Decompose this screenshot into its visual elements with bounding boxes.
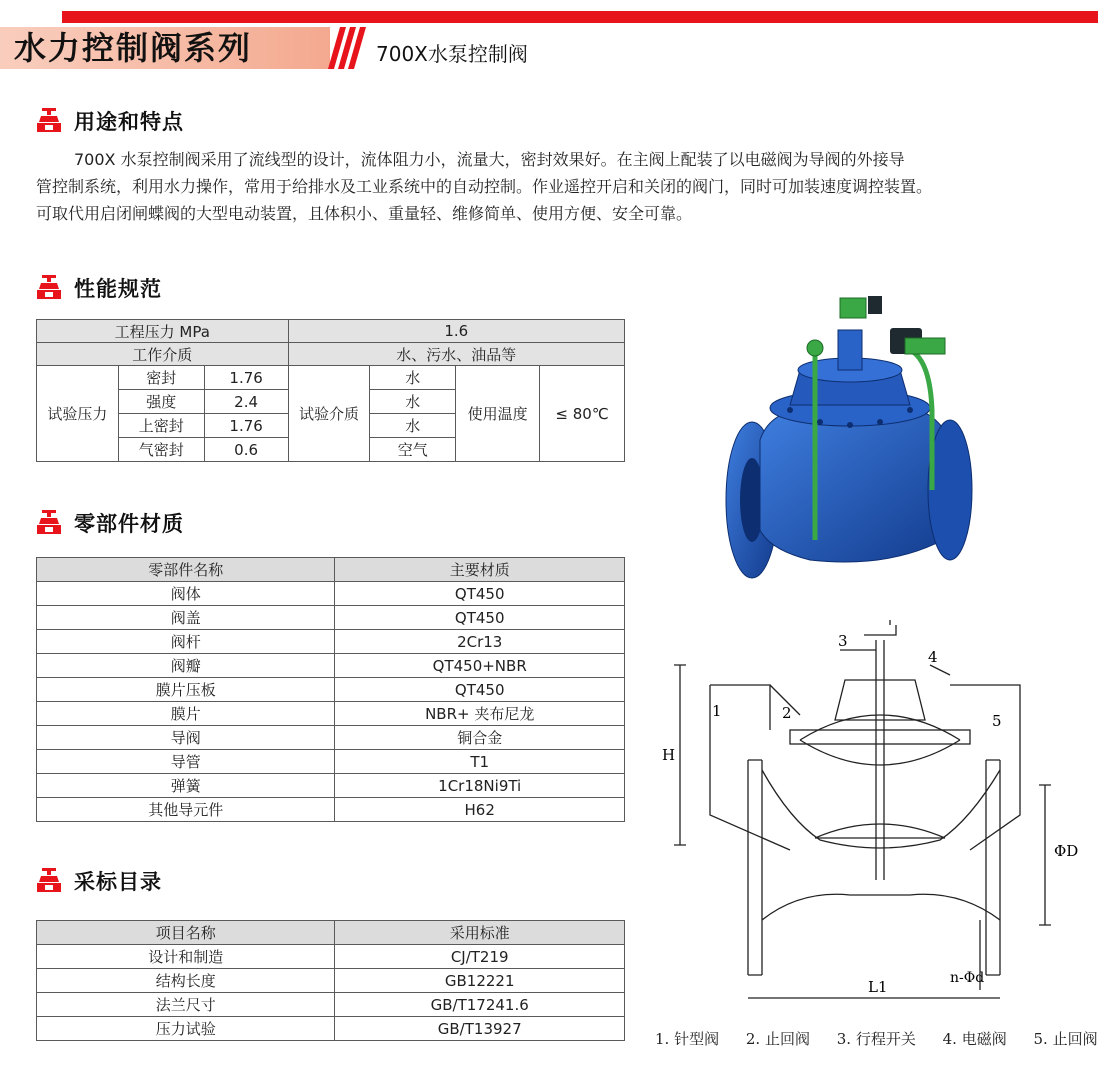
spec-test-medium-label: 试验介质 <box>288 366 370 462</box>
table-row <box>37 630 625 654</box>
table-row <box>37 678 625 702</box>
table-cell: 阀瓣 <box>37 654 335 678</box>
section-materials-heading <box>36 510 184 536</box>
spec-temp-value: ≤ 80℃ <box>540 366 625 462</box>
table-row <box>37 1017 625 1041</box>
header-accent-bar <box>62 11 1098 23</box>
legend-item: 4. 电磁阀 <box>942 1030 1007 1048</box>
table-row <box>37 366 625 390</box>
table-cell: QT450 <box>335 678 625 702</box>
valve-icon <box>36 108 62 134</box>
legend-item: 3. 行程开关 <box>836 1030 916 1048</box>
table-cell: 水 <box>370 414 456 438</box>
table-cell: GB/T13927 <box>335 1017 625 1041</box>
table-cell: NBR+ 夹布尼龙 <box>335 702 625 726</box>
table-cell: 强度 <box>118 390 204 414</box>
table-cell: 设计和制造 <box>37 945 335 969</box>
intro-line: 700X 水泵控制阀采用了流线型的设计，流体阻力小，流量大，密封效果好。在主阀上配装了以电磁阀为导阀的外接导 <box>74 150 905 169</box>
table-header-row <box>37 921 625 945</box>
spec-test-pressure-label: 试验压力 <box>37 366 119 462</box>
table-row <box>37 774 625 798</box>
table-header-cell: 零部件名称 <box>37 558 335 582</box>
legend-item: 5. 止回阀 <box>1033 1030 1098 1048</box>
valve-icon <box>36 510 62 536</box>
section-spec-heading <box>36 275 162 301</box>
table-cell: 膜片 <box>37 702 335 726</box>
intro-line: 管控制系统，利用水力操作，常用于给排水及工业系统中的自动控制。作业遥控开启和关闭的阀门，同时可加装速度调控装置。 <box>36 177 933 196</box>
drawing-legend <box>655 1028 1098 1049</box>
table-cell: 2.4 <box>204 390 288 414</box>
table-cell: 水 <box>370 366 456 390</box>
table-cell: 阀体 <box>37 582 335 606</box>
table-row <box>37 945 625 969</box>
table-cell: 膜片压板 <box>37 678 335 702</box>
table-row <box>37 654 625 678</box>
callout-2: 2 <box>782 704 792 722</box>
valve-icon <box>36 275 62 301</box>
table-cell: 1Cr18Ni9Ti <box>335 774 625 798</box>
section-usage-heading <box>36 108 184 134</box>
table-header-cell: 主要材质 <box>335 558 625 582</box>
table-cell: 其他导元件 <box>37 798 335 822</box>
legend-item: 1. 针型阀 <box>655 1030 720 1048</box>
valve-section-drawing <box>650 620 1090 1010</box>
product-title: 700X水泵控制阀 <box>376 42 528 66</box>
callout-5: 5 <box>992 712 1002 730</box>
dimension-l1: L1 <box>868 978 888 996</box>
table-header-cell: 项目名称 <box>37 921 335 945</box>
table-cell: 结构长度 <box>37 969 335 993</box>
table-cell: 导阀 <box>37 726 335 750</box>
table-cell: T1 <box>335 750 625 774</box>
table-cell: 空气 <box>370 438 456 462</box>
dimension-d: ΦD <box>1054 842 1079 860</box>
table-row <box>37 320 625 343</box>
legend-item: 2. 止回阀 <box>745 1030 810 1048</box>
table-cell: QT450 <box>335 582 625 606</box>
table-cell: GB12221 <box>335 969 625 993</box>
materials-table <box>36 557 625 822</box>
table-cell: 阀盖 <box>37 606 335 630</box>
callout-3: 3 <box>838 632 848 650</box>
table-cell: GB/T17241.6 <box>335 993 625 1017</box>
valve-icon <box>36 868 62 894</box>
table-cell: 弹簧 <box>37 774 335 798</box>
table-cell: 压力试验 <box>37 1017 335 1041</box>
spec-medium-value: 水、污水、油品等 <box>288 343 624 366</box>
table-row <box>37 702 625 726</box>
spec-temp-label: 使用温度 <box>456 366 540 462</box>
table-cell: 1.76 <box>204 414 288 438</box>
spec-table <box>36 319 625 462</box>
spec-medium-label: 工作介质 <box>37 343 289 366</box>
table-cell: CJ/T219 <box>335 945 625 969</box>
section-usage-title: 用途和特点 <box>74 110 184 134</box>
callout-1: 1 <box>712 702 722 720</box>
callout-4: 4 <box>928 648 938 666</box>
table-row <box>37 726 625 750</box>
table-row <box>37 582 625 606</box>
spec-pressure-value: 1.6 <box>288 320 624 343</box>
table-row <box>37 798 625 822</box>
table-header-row <box>37 558 625 582</box>
section-spec-title: 性能规范 <box>74 277 162 301</box>
table-cell: 2Cr13 <box>335 630 625 654</box>
dimension-h: H <box>662 746 676 764</box>
table-row <box>37 606 625 630</box>
section-materials-title: 零部件材质 <box>74 512 184 536</box>
table-cell: QT450+NBR <box>335 654 625 678</box>
table-cell: QT450 <box>335 606 625 630</box>
table-cell: 1.76 <box>204 366 288 390</box>
table-cell: 上密封 <box>118 414 204 438</box>
table-row <box>37 993 625 1017</box>
table-cell: 水 <box>370 390 456 414</box>
table-row <box>37 343 625 366</box>
intro-paragraph <box>36 146 1066 227</box>
table-row <box>37 969 625 993</box>
spec-pressure-label: 工程压力 MPa <box>37 320 289 343</box>
section-standards-title: 采标目录 <box>74 870 162 894</box>
table-row <box>37 750 625 774</box>
standards-table <box>36 920 625 1041</box>
table-header-cell: 采用标准 <box>335 921 625 945</box>
intro-line: 可取代用启闭闸蝶阀的大型电动装置，且体积小、重量轻、维修简单、使用方便、安全可靠。 <box>36 204 693 223</box>
valve-product-photo <box>700 290 990 590</box>
table-cell: 导管 <box>37 750 335 774</box>
table-cell: 法兰尺寸 <box>37 993 335 1017</box>
series-title: 水力控制阀系列 <box>14 29 253 67</box>
table-cell: 0.6 <box>204 438 288 462</box>
table-cell: 密封 <box>118 366 204 390</box>
section-standards-heading <box>36 868 162 894</box>
dimension-nd: n-Φd <box>950 970 985 986</box>
table-cell: 阀杆 <box>37 630 335 654</box>
table-cell: 气密封 <box>118 438 204 462</box>
table-cell: 铜合金 <box>335 726 625 750</box>
table-cell: H62 <box>335 798 625 822</box>
